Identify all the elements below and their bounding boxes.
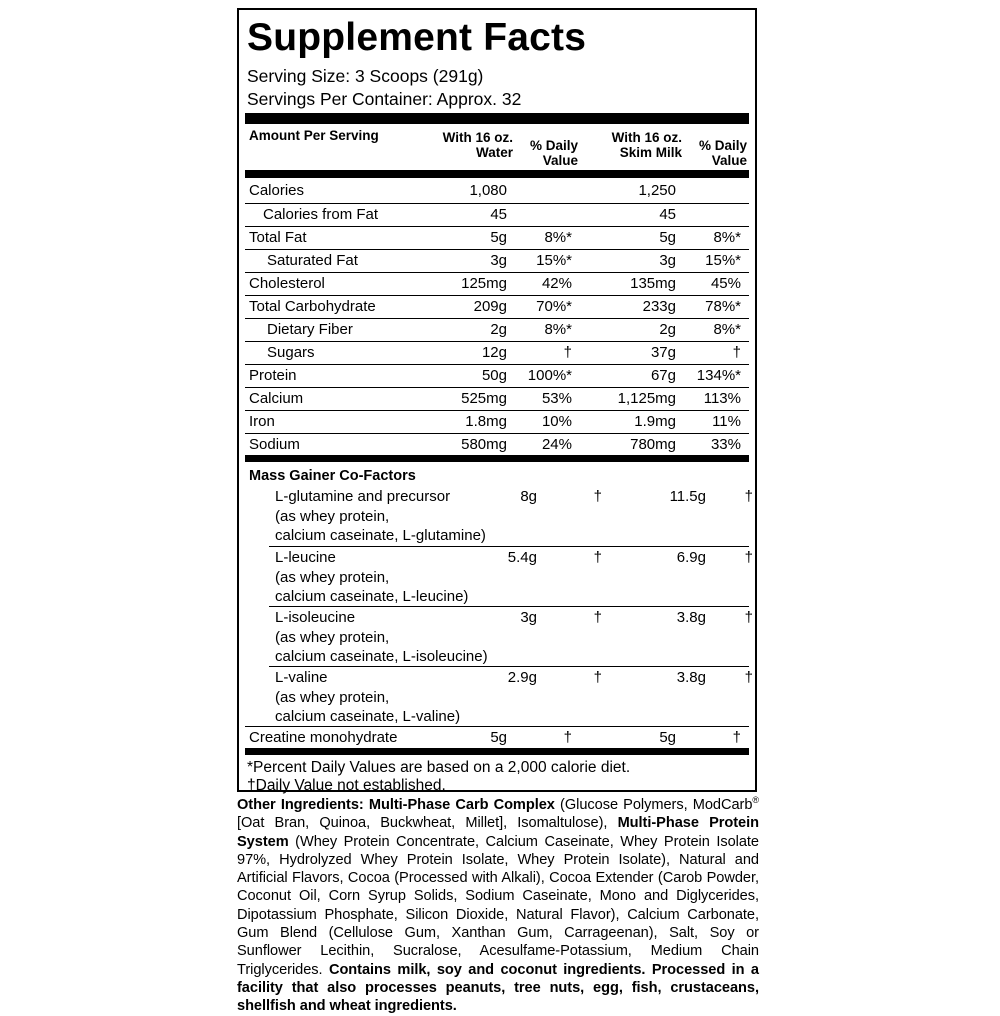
table-row — [245, 318, 749, 341]
milk-dv: † — [732, 344, 741, 361]
water-dv: † — [593, 669, 602, 686]
water-amount: 5.4g — [507, 549, 537, 566]
water-amount: 50g — [481, 367, 507, 384]
water-amount: 12g — [481, 344, 507, 361]
panel-title: Supplement Facts — [247, 16, 587, 59]
milk-amount: 3.8g — [676, 609, 706, 626]
nutrient-name: Dietary Fiber — [267, 321, 353, 338]
ingredients-text-3: (Whey Protein Concentrate, Calcium Caseinate, Whey Protein Isolate 97%, Hydrolyzed Whey Protein Isolate, Whey Protein Isolate), Natural and Artificial Flavors, Cocoa (Processed with Alkali), Cocoa Extender (Carob Powder, Coconut Oil, Corn Syrup Solids, Sodium Caseinate, Mono and Diglycerides, Dipotassium Phosphate, Silicon Dioxide, Natural Flavor), Calcium Carbonate, Gum Blend (Cellulose Gum, Xanthan Gum, Carrageenan), Salt, Soy or Sunflower Lecithin, Sucralose, Acesulfame-Potassium, Medium Chain Triglycerides. — [237, 833, 759, 978]
water-amount: 525mg — [461, 390, 507, 407]
medium-divider-2 — [245, 455, 749, 462]
milk-amount: 6.9g — [676, 549, 706, 566]
milk-dv: † — [732, 729, 741, 746]
footnote-percent: *Percent Daily Values are based on a 2,000 calorie diet. — [247, 759, 631, 776]
header-milk-1: With 16 oz. — [611, 130, 682, 145]
header-dv-2: Value — [542, 153, 578, 168]
water-amount: 2.9g — [507, 669, 537, 686]
table-row — [245, 203, 749, 226]
water-amount: 3g — [520, 609, 537, 626]
nutrient-name: Total Fat — [249, 229, 307, 246]
water-amount: 580mg — [461, 436, 507, 453]
cofactor-line2: (as whey protein, — [275, 688, 390, 706]
water-dv: † — [593, 609, 602, 626]
thick-divider — [245, 113, 749, 124]
nutrient-name: Calories — [249, 182, 305, 199]
milk-dv: 15%* — [705, 252, 741, 269]
footnote-dagger: †Daily Value not established. — [247, 777, 446, 794]
milk-amount: 67g — [650, 367, 676, 384]
milk-amount: 45 — [659, 206, 676, 223]
table-row — [245, 410, 749, 433]
table-row — [245, 249, 749, 272]
milk-amount: 780mg — [630, 436, 676, 453]
milk-amount: 5g — [659, 729, 676, 746]
water-amount: 5g — [490, 729, 507, 746]
cofactor-line1: L-glutamine and precursor — [275, 488, 451, 505]
milk-amount: 11.5g — [669, 488, 706, 505]
milk-amount: 5g — [659, 229, 676, 246]
milk-amount: 135mg — [630, 275, 676, 292]
cofactor-line2: (as whey protein, — [275, 628, 390, 646]
milk-dv: † — [744, 609, 753, 626]
nutrient-name: Iron — [249, 413, 275, 430]
allergen-statement: Contains milk, soy and coconut ingredients. Processed in a facility that also processes peanuts, tree nuts, egg, fish, crustaceans, shellfish and wheat ingredients. — [237, 961, 759, 1015]
nutrient-name: Cholesterol — [249, 275, 325, 292]
milk-amount: 2g — [659, 321, 676, 338]
milk-dv: † — [744, 488, 753, 505]
nutrient-name: Sodium — [249, 436, 300, 453]
table-row — [245, 180, 749, 203]
milk-dv: † — [744, 669, 753, 686]
nutrient-name: Creatine monohydrate — [249, 729, 398, 746]
milk-dv: 113% — [703, 390, 741, 407]
table-row — [245, 433, 749, 456]
water-dv: † — [593, 549, 602, 566]
registered-mark: ® — [752, 795, 759, 806]
table-row — [245, 341, 749, 364]
milk-amount: 1.9mg — [634, 413, 676, 430]
milk-dv: 78%* — [705, 298, 741, 315]
table-row-creatine — [245, 726, 749, 749]
nutrient-name: Sugars — [267, 344, 315, 361]
milk-dv: 8%* — [713, 321, 741, 338]
nutrient-name: Calcium — [249, 390, 304, 407]
milk-dv: 134%* — [696, 367, 741, 384]
nutrient-name: Saturated Fat — [267, 252, 358, 269]
milk-amount: 1,250 — [638, 182, 676, 199]
header-water-1: With 16 oz. — [442, 130, 513, 145]
cofactor-row — [269, 666, 753, 726]
water-dv: 8%* — [544, 229, 572, 246]
header-dv2-2: Value — [711, 153, 747, 168]
cofactor-row — [269, 606, 753, 666]
milk-amount: 3g — [659, 252, 676, 269]
water-amount: 8g — [520, 488, 537, 505]
header-milk-2: Skim Milk — [619, 145, 682, 160]
cofactor-row — [269, 546, 753, 606]
cofactor-line3: calcium caseinate, L-valine) — [275, 708, 461, 725]
serving-size: Serving Size: 3 Scoops (291g) — [247, 66, 484, 86]
bottom-divider — [245, 748, 749, 755]
ingredients-label: Other Ingredients: — [237, 797, 364, 813]
water-dv: 8%* — [544, 321, 572, 338]
cofactor-row — [269, 486, 753, 546]
table-row — [245, 272, 749, 295]
water-dv: † — [563, 729, 572, 746]
milk-amount: 37g — [650, 344, 676, 361]
water-dv: 15%* — [536, 252, 572, 269]
header-dv2-1: % Daily — [698, 138, 747, 153]
water-amount: 3g — [490, 252, 507, 269]
cofactor-line2: (as whey protein, — [275, 507, 390, 525]
water-amount: 1,080 — [469, 182, 507, 199]
cofactor-line3: calcium caseinate, L-leucine) — [275, 588, 469, 605]
cofactor-line3: calcium caseinate, L-glutamine) — [275, 527, 486, 544]
water-amount: 2g — [490, 321, 507, 338]
cofactor-line2: (as whey protein, — [275, 568, 390, 586]
water-amount: 209g — [473, 298, 507, 315]
milk-amount: 233g — [642, 298, 676, 315]
water-amount: 5g — [490, 229, 507, 246]
nutrient-name: Total Carbohydrate — [249, 298, 376, 315]
cofactors-title: Mass Gainer Co-Factors — [249, 468, 416, 484]
table-row — [245, 364, 749, 387]
water-amount: 45 — [490, 206, 507, 223]
header-water-2: Water — [475, 145, 513, 160]
water-dv: † — [593, 488, 602, 505]
milk-amount: 1,125mg — [617, 390, 676, 407]
water-dv: 10% — [541, 413, 572, 430]
medium-divider — [245, 170, 749, 178]
water-amount: 1.8mg — [465, 413, 507, 430]
milk-dv: 33% — [710, 436, 741, 453]
nutrient-name: Calories from Fat — [263, 206, 379, 223]
water-dv: 100%* — [527, 367, 572, 384]
milk-dv: 8%* — [713, 229, 741, 246]
ingredients-text-1: (Glucose Polymers, ModCarb — [554, 797, 753, 813]
table-row — [245, 387, 749, 410]
protein-system-label: Multi-Phase Protein System — [237, 815, 759, 850]
table-row — [245, 295, 749, 318]
milk-dv: † — [744, 549, 753, 566]
cofactor-line1: L-isoleucine — [275, 609, 356, 626]
milk-dv: 45% — [710, 275, 741, 292]
other-ingredients — [237, 796, 759, 1016]
header-amount: Amount Per Serving — [249, 128, 379, 143]
cofactor-line3: calcium caseinate, L-isoleucine) — [275, 648, 488, 665]
carb-complex-label: Multi-Phase Carb Complex — [368, 797, 555, 813]
table-row — [245, 226, 749, 249]
cofactor-line1: L-valine — [275, 669, 328, 686]
water-dv: † — [563, 344, 572, 361]
water-dv: 42% — [541, 275, 572, 292]
servings-per-container: Servings Per Container: Approx. 32 — [247, 89, 522, 109]
supplement-facts-panel — [237, 8, 757, 792]
water-amount: 125mg — [461, 275, 507, 292]
ingredients-text-2: [Oat Bran, Quinoa, Buckwheat, Millet], Isomaltulose), — [237, 815, 618, 832]
milk-amount: 3.8g — [676, 669, 706, 686]
milk-dv: 11% — [712, 413, 741, 430]
water-dv: 70%* — [536, 298, 572, 315]
water-dv: 24% — [541, 436, 572, 453]
nutrient-name: Protein — [249, 367, 297, 384]
water-dv: 53% — [541, 390, 572, 407]
cofactor-line1: L-leucine — [275, 549, 336, 566]
header-dv-1: % Daily — [529, 138, 578, 153]
